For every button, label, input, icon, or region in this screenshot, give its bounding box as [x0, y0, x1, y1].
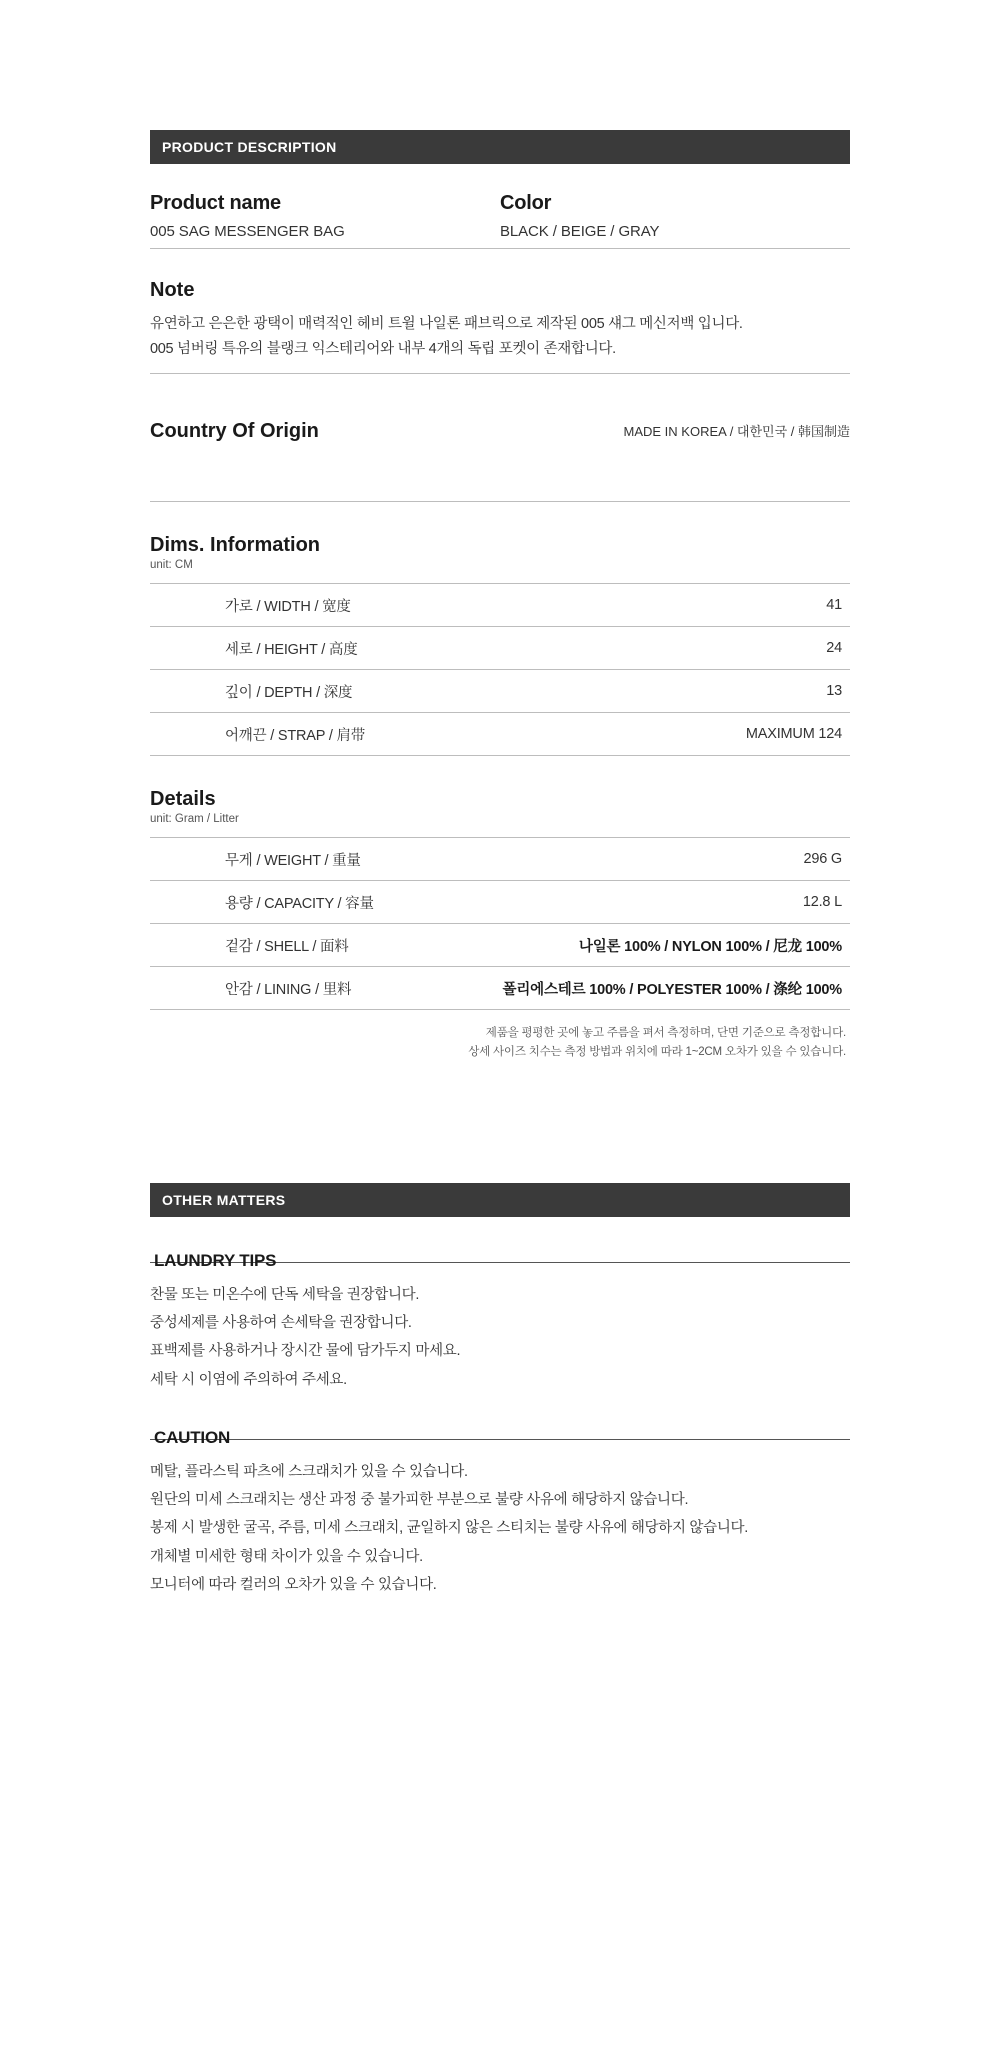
details-row-value: 폴리에스테르 100% / POLYESTER 100% / 涤纶 100%	[502, 981, 842, 998]
table-row	[150, 837, 850, 880]
dims-row-value: 24	[826, 640, 842, 657]
section-spacer	[150, 1063, 850, 1183]
dims-row-value: MAXIMUM 124	[745, 726, 842, 743]
product-color-label: Color	[500, 192, 552, 214]
table-row	[150, 626, 850, 669]
details-row-value: 296 G	[803, 851, 842, 868]
laundry-tips-line: 찬물 또는 미온수에 단독 세탁을 권장합니다.	[150, 1286, 420, 1303]
dims-information-title: Dims. Information	[150, 533, 321, 556]
caution-line: 메탈, 플라스틱 파츠에 스크래치가 있을 수 있습니다.	[150, 1463, 468, 1480]
bottom-spacer	[150, 1599, 850, 1719]
product-color-column	[500, 192, 850, 240]
country-of-origin-block	[150, 420, 850, 502]
dims-table	[150, 583, 850, 756]
section-header-other-matters: OTHER MATTERS	[150, 1183, 850, 1217]
table-row	[150, 880, 850, 923]
dims-row-value: 13	[826, 683, 842, 700]
measurement-footnotes	[150, 1024, 850, 1063]
laundry-tips-group	[150, 1251, 850, 1394]
product-name-label: Product name	[150, 192, 281, 214]
details-title: Details	[150, 787, 216, 810]
note-label: Note	[150, 279, 195, 301]
footnote-line: 상세 사이즈 치수는 측정 방법과 위치에 따라 1~2CM 오차가 있을 수 있습니다.	[468, 1046, 846, 1059]
dims-information-unit: unit: CM	[150, 558, 193, 571]
dims-row-label: 깊이 / DEPTH / 深度	[225, 684, 353, 701]
dims-information-block	[150, 534, 850, 756]
product-description-section	[150, 130, 850, 1719]
table-row	[150, 583, 850, 626]
dims-row-value: 41	[826, 597, 842, 614]
details-table	[150, 837, 850, 1010]
table-row	[150, 712, 850, 755]
note-line: 005 넘버링 특유의 블랭크 익스테리어와 내부 4개의 독립 포켓이 존재합니다.	[150, 341, 616, 358]
caution-line: 개체별 미세한 형태 차이가 있을 수 있습니다.	[150, 1548, 423, 1565]
top-spacer	[0, 0, 1000, 130]
product-name-column	[150, 192, 500, 240]
table-row	[150, 923, 850, 966]
caution-title: CAUTION	[154, 1427, 231, 1447]
details-row-label: 용량 / CAPACITY / 容量	[225, 895, 374, 912]
country-of-origin-label: Country Of Origin	[150, 419, 319, 442]
footnote-line: 제품을 평평한 곳에 놓고 주름을 펴서 측정하며, 단면 기준으로 측정합니다.	[485, 1026, 846, 1039]
details-block	[150, 788, 850, 1063]
table-row	[150, 966, 850, 1009]
details-unit: unit: Gram / Litter	[150, 812, 239, 825]
dims-row-label: 가로 / WIDTH / 宽度	[225, 598, 351, 615]
dims-row-label: 어깨끈 / STRAP / 肩带	[225, 727, 366, 744]
country-of-origin-value: MADE IN KOREA / 대한민국 / 韩国制造	[623, 423, 850, 439]
details-row-value: 나일론 100% / NYLON 100% / 尼龙 100%	[578, 938, 842, 955]
dims-row-label: 세로 / HEIGHT / 高度	[225, 641, 358, 658]
laundry-tips-line: 세탁 시 이염에 주의하여 주세요.	[150, 1371, 347, 1388]
details-row-label: 겉감 / SHELL / 面料	[225, 938, 349, 955]
caution-line: 봉제 시 발생한 굴곡, 주름, 미세 스크래치, 균일하지 않은 스티치는 불량 사유에 해당하지 않습니다.	[150, 1520, 748, 1537]
note-block	[150, 279, 850, 374]
caution-rule	[150, 1439, 850, 1440]
note-line: 유연하고 은은한 광택이 매력적인 헤비 트윌 나일론 패브릭으로 제작된 005 섀그 메신저백 입니다.	[150, 316, 743, 332]
section-header-product-description: PRODUCT DESCRIPTION	[150, 130, 850, 164]
laundry-tips-line: 중성세제를 사용하여 손세탁을 권장합니다.	[150, 1315, 412, 1332]
product-name-value: 005 SAG MESSENGER BAG	[150, 223, 345, 240]
details-row-value: 12.8 L	[802, 894, 842, 911]
caution-line: 모니터에 따라 컬러의 오차가 있을 수 있습니다.	[150, 1576, 437, 1593]
details-row-label: 무게 / WEIGHT / 重量	[225, 852, 361, 869]
caution-group	[150, 1428, 850, 1599]
product-color-value: BLACK / BEIGE / GRAY	[500, 223, 660, 240]
laundry-tips-line: 표백제를 사용하거나 장시간 물에 담가두지 마세요.	[150, 1343, 461, 1360]
product-name-color-row	[150, 192, 850, 249]
details-row-label: 안감 / LINING / 里料	[225, 981, 352, 998]
table-row	[150, 669, 850, 712]
caution-line: 원단의 미세 스크래치는 생산 과정 중 불가피한 부분으로 불량 사유에 해당하지 않습니다.	[150, 1492, 689, 1509]
laundry-tips-title: LAUNDRY TIPS	[154, 1250, 277, 1270]
product-name-color-block	[150, 164, 850, 249]
